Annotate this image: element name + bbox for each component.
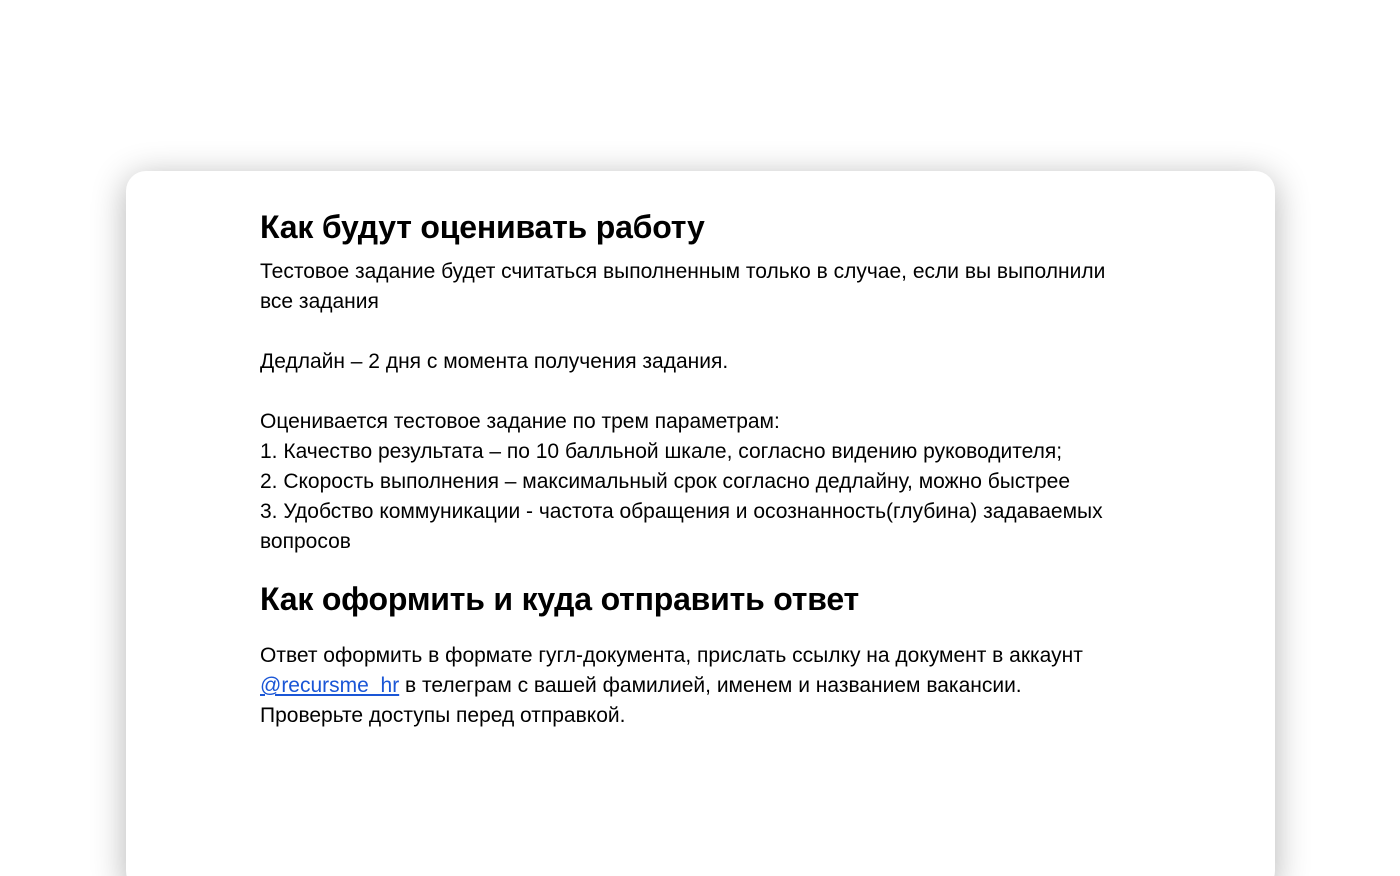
submission-text-end: в телеграм с вашей фамилией, именем и названием вакансии. Проверьте доступы перед отправкой. (260, 674, 1022, 727)
criteria-block (260, 407, 1120, 557)
telegram-account-link[interactable]: @recursme_hr (260, 674, 400, 697)
document-content (260, 207, 1120, 731)
criteria-intro: Оценивается тестовое задание по трем параметрам: (260, 410, 780, 433)
section-title-submission: Как оформить и куда отправить ответ (260, 581, 859, 617)
deadline-paragraph: Дедлайн – 2 дня с момента получения задания. (260, 350, 729, 373)
section-title-evaluation: Как будут оценивать работу (260, 209, 705, 245)
submission-paragraph (260, 641, 1120, 731)
criteria-item-communication: 3. Удобство коммуникации - частота обращения и осознанность(глубина) задаваемых вопросов (260, 500, 1103, 553)
submission-text-start: Ответ оформить в формате гугл-документа, прислать ссылку на документ в аккаунт (260, 644, 1083, 667)
completion-paragraph: Тестовое задание будет считаться выполненным только в случае, если вы выполнили все задания (260, 260, 1106, 313)
criteria-item-speed: 2. Скорость выполнения – максимальный срок согласно дедлайну, можно быстрее (260, 470, 1071, 493)
document-card (126, 171, 1275, 876)
criteria-item-quality: 1. Качество результата – по 10 балльной шкале, согласно видению руководителя; (260, 440, 1063, 463)
